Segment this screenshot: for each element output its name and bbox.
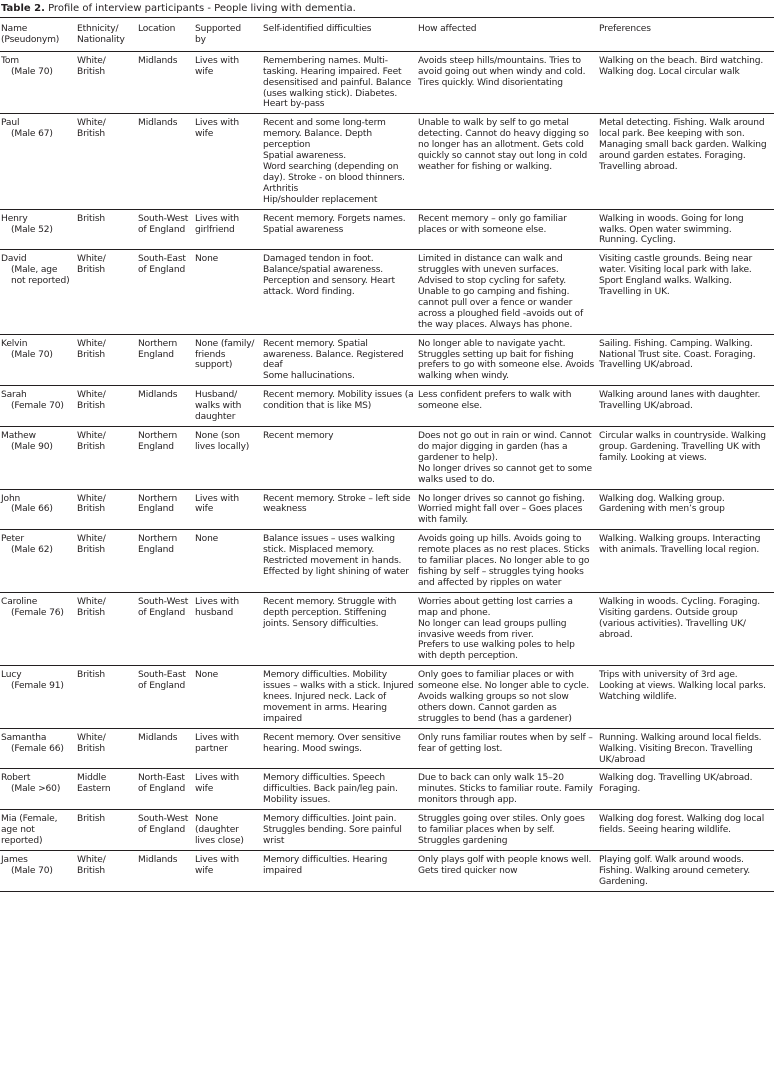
cell-ethnicity: Middle Eastern: [77, 773, 111, 795]
cell-preferences: Walking dog forest. Walking dog local fields. Seeing hearing wildlife.: [599, 814, 765, 836]
difficulty-line: Recent memory. Stroke – left side weakness: [263, 493, 411, 515]
participant-detail: (Male 70): [11, 865, 53, 876]
cell-ethnicity: White/ British: [77, 493, 106, 515]
cell-affected: [416, 769, 597, 810]
affected-line: Only plays golf with people knows well. Gets tired quicker now: [418, 854, 592, 876]
participant-detail: (Male 70): [11, 66, 53, 77]
difficulty-line: Recent memory: [263, 431, 334, 441]
cell-preferences: Trips with university of 3rd age. Looking at views. Walking local parks. Watching wildlife.: [599, 670, 766, 703]
cell-difficulties: [261, 592, 416, 665]
table-header-row: [0, 18, 774, 52]
participant-detail: (Male 70): [11, 349, 53, 360]
header-location: Location: [138, 24, 176, 34]
affected-line: No longer able to navigate yacht. Struggles setting up bait for fishing prefers to go with someone else. Avoids walking when windy.: [418, 338, 595, 382]
table-row: [0, 810, 774, 851]
cell-location: Midlands: [138, 854, 178, 865]
cell-affected: [416, 334, 597, 386]
cell-name: [0, 666, 75, 729]
participant-detail: (Male 62): [11, 545, 53, 556]
cell-preferences: Walking in woods. Going for long walks. Open water swimming. Running. Cycling.: [599, 213, 744, 246]
table-row: [0, 114, 774, 209]
difficulty-line: Hip/shoulder replacement: [263, 194, 378, 205]
cell-preferences: Sailing. Fishing. Camping. Walking. National Trust site. Coast. Foraging. Travelling UK/abroad.: [599, 338, 756, 371]
table-row: [0, 489, 774, 530]
difficulty-line: Spatial awareness.: [263, 151, 346, 162]
cell-supported: Husband/ walks with daughter: [195, 390, 242, 423]
cell-location: Northern England: [138, 338, 178, 360]
cell-location: South-West of England: [138, 213, 189, 235]
difficulty-line: Balance issues – uses walking stick. Misplaced memory. Restricted movement in hands. Effected by light shining of water: [263, 534, 409, 577]
table-row: [0, 666, 774, 729]
header-name: [0, 18, 75, 52]
header-ethnicity-line-1: Ethnicity/: [77, 24, 119, 34]
cell-location: South-East of England: [138, 670, 186, 692]
affected-line: No longer can lead groups pulling invasive weeds from river.: [418, 618, 567, 640]
cell-difficulties: [261, 209, 416, 250]
participants-table: [0, 17, 774, 892]
participant-detail: (Female 76): [11, 607, 64, 618]
cell-affected: [416, 592, 597, 665]
cell-name: [0, 810, 75, 851]
cell-name: [0, 250, 75, 334]
difficulty-line: Recent and some long-term memory. Balance. Depth perception: [263, 118, 386, 151]
cell-name: [0, 334, 75, 386]
affected-line: Less confident prefers to walk with someone else.: [418, 390, 572, 412]
table-row: [0, 427, 774, 490]
cell-location: Northern England: [138, 534, 178, 556]
cell-name: [0, 209, 75, 250]
cell-location: Northern England: [138, 431, 178, 452]
table-row: [0, 51, 774, 114]
affected-line: Only goes to familiar places or with someone else. No longer able to cycle. Avoids walking groups so not slow others down. Cannot garden as struggles to bend (has a gardener): [418, 670, 589, 724]
cell-location: Midlands: [138, 55, 178, 66]
difficulty-line: Recent memory. Struggle with depth perception. Stiffening joints. Sensory difficulties.: [263, 596, 397, 629]
participant-detail: (Male, age not reported): [11, 265, 70, 287]
cell-name: [0, 51, 75, 114]
header-name-line-2: (Pseudonym): [1, 34, 60, 45]
cell-ethnicity: White/ British: [77, 55, 106, 77]
cell-affected: [416, 489, 597, 530]
cell-preferences: Walking in woods. Cycling. Foraging. Visiting gardens. Outside group (various activities). Travelling UK/ abroad.: [599, 596, 760, 640]
cell-difficulties: [261, 427, 416, 490]
affected-line: Due to back can only walk 15–20 minutes. Sticks to familiar route. Family monitors through app.: [418, 773, 593, 806]
cell-name: [0, 592, 75, 665]
participant-name: Kelvin: [1, 338, 28, 349]
table-row: [0, 209, 774, 250]
difficulty-line: Memory difficulties. Joint pain. Struggles bending. Sore painful wrist: [263, 814, 402, 846]
participant-detail: (Female 91): [11, 681, 64, 692]
table-row: [0, 850, 774, 891]
header-name-line-1: Name: [1, 24, 28, 34]
cell-location: Midlands: [138, 118, 178, 129]
participant-detail: (Male 66): [11, 504, 53, 515]
affected-line: Prefers to use walking poles to help with depth perception.: [418, 640, 575, 662]
affected-line: Advised to stop cycling for safety. Unable to go camping and fishing. cannot pull over a fence or wander across a ploughed field -avoids out of the way places. Always has phone.: [418, 276, 584, 330]
table-caption-text: Profile of interview participants - People living with dementia.: [48, 3, 356, 14]
cell-preferences: Running. Walking around local fields. Walking. Visiting Brecon. Travelling UK/abroad: [599, 732, 762, 765]
difficulty-line: Some hallucinations.: [263, 371, 355, 382]
affected-line: Avoids steep hills/mountains. Tries to avoid going out when windy and cold. Tires quickly. Wind disorientating: [418, 55, 586, 88]
cell-preferences: Walking. Walking groups. Interacting with animals. Travelling local region.: [599, 534, 761, 556]
cell-preferences: Playing golf. Walk around woods. Fishing. Walking around cemetery. Gardening.: [599, 854, 751, 887]
header-ethnicity-line-2: Nationality: [77, 34, 125, 45]
cell-supported: Lives with wife: [195, 55, 239, 77]
cell-difficulties: [261, 386, 416, 427]
cell-preferences: Visiting castle grounds. Being near water. Visiting local park with lake. Sport England walks. Walking. Travelling in UK.: [599, 254, 753, 298]
difficulty-line: Recent memory. Mobility issues (a condition that is like MS): [263, 390, 414, 412]
table-row: [0, 250, 774, 334]
cell-ethnicity: White/ British: [77, 854, 106, 876]
cell-ethnicity: British: [77, 814, 106, 825]
header-affected: How affected: [418, 24, 477, 34]
participant-name: Paul: [1, 118, 20, 129]
cell-supported: None (daughter lives close): [195, 814, 244, 846]
cell-location: North-East of England: [138, 773, 186, 795]
cell-affected: [416, 728, 597, 769]
cell-affected: [416, 209, 597, 250]
cell-name: [0, 769, 75, 810]
cell-supported: Lives with partner: [195, 732, 239, 754]
cell-supported: Lives with wife: [195, 118, 239, 140]
participant-name: James: [1, 854, 28, 865]
cell-location: Midlands: [138, 390, 178, 401]
participant-detail: (Male 90): [11, 441, 53, 452]
table-row: [0, 386, 774, 427]
table-row: [0, 530, 774, 593]
difficulty-line: Word searching (depending on day). Stroke - on blood thinners. Arthritis: [263, 161, 405, 194]
difficulty-line: Damaged tendon in foot. Balance/spatial awareness. Perception and sensory. Heart attack. Word finding.: [263, 254, 395, 298]
cell-supported: None: [195, 670, 219, 681]
cell-difficulties: [261, 728, 416, 769]
difficulty-line: Recent memory. Over sensitive hearing. Mood swings.: [263, 732, 401, 754]
table-row: [0, 769, 774, 810]
cell-difficulties: [261, 51, 416, 114]
cell-difficulties: [261, 769, 416, 810]
participant-name: Lucy: [1, 670, 22, 681]
affected-line: No longer drives so cannot go fishing.: [418, 493, 585, 504]
participant-detail: (Male 52): [11, 224, 53, 235]
cell-affected: [416, 850, 597, 891]
participant-detail: (Female 66): [11, 743, 64, 754]
cell-location: South-East of England: [138, 254, 186, 276]
cell-difficulties: [261, 489, 416, 530]
participant-detail: (Male 67): [11, 129, 53, 140]
cell-supported: Lives with girlfriend: [195, 213, 239, 235]
participant-name: Mia: [1, 814, 17, 825]
difficulty-line: Recent memory. Forgets names. Spatial awareness: [263, 213, 406, 235]
difficulty-line: Remembering names. Multi-tasking. Hearing impaired. Feet desensitised and painful. Balance (uses walking stick). Diabetes. Heart by-pass: [263, 55, 412, 110]
participant-name: Tom: [1, 55, 19, 66]
affected-line: Worries about getting lost carries a map and phone.: [418, 596, 573, 618]
participant-name: Henry: [1, 213, 28, 224]
cell-name: [0, 386, 75, 427]
affected-line: Unable to walk by self to go metal detecting. Cannot do heavy digging so no longer has an allotment. Gets cold quickly so cannot stay out long in cold weather for fishing or walking.: [418, 118, 589, 172]
participant-name: David: [1, 254, 27, 265]
cell-preferences: Metal detecting. Fishing. Walk around local park. Bee keeping with son. Managing small back garden. Walking around garden estates. Foraging. Travelling abroad.: [599, 118, 767, 172]
cell-supported: None: [195, 254, 219, 265]
table-caption-label: Table 2.: [1, 3, 45, 14]
participant-detail: (Male >60): [11, 784, 61, 795]
cell-affected: [416, 51, 597, 114]
cell-preferences: Walking dog. Travelling UK/abroad. Foraging.: [599, 773, 753, 795]
cell-name: [0, 728, 75, 769]
cell-ethnicity: White/ British: [77, 596, 106, 618]
participant-name: Robert: [1, 773, 31, 784]
affected-line: No longer drives so cannot get to some walks used to do.: [418, 463, 592, 485]
participant-name: Peter: [1, 534, 24, 545]
participant-detail: (Female, age not reported): [1, 814, 58, 846]
cell-ethnicity: British: [77, 213, 106, 224]
cell-ethnicity: White/ British: [77, 534, 106, 556]
cell-preferences: Walking around lanes with daughter. Travelling UK/abroad.: [599, 390, 761, 412]
difficulty-line: Recent memory. Spatial awareness. Balance. Registered deaf: [263, 338, 404, 371]
cell-affected: [416, 427, 597, 490]
cell-affected: [416, 250, 597, 334]
cell-ethnicity: White/ British: [77, 732, 106, 754]
cell-difficulties: [261, 530, 416, 593]
cell-ethnicity: White/ British: [77, 254, 106, 276]
header-supported-line-1: Supported: [195, 24, 241, 34]
cell-preferences: Walking dog. Walking group. Gardening with men’s group: [599, 493, 725, 515]
cell-difficulties: [261, 810, 416, 851]
cell-location: Northern England: [138, 493, 178, 515]
cell-ethnicity: White/ British: [77, 390, 106, 412]
header-difficulties: Self-identified difficulties: [263, 24, 372, 34]
cell-difficulties: [261, 850, 416, 891]
cell-name: [0, 114, 75, 209]
table-caption: [0, 0, 774, 17]
affected-line: Recent memory – only go familiar places or with someone else.: [418, 213, 567, 235]
cell-affected: [416, 810, 597, 851]
cell-location: South-West of England: [138, 814, 189, 836]
cell-difficulties: [261, 666, 416, 729]
cell-difficulties: [261, 250, 416, 334]
table-row: [0, 592, 774, 665]
cell-ethnicity: British: [77, 670, 106, 681]
table-row: [0, 334, 774, 386]
header-preferences: Preferences: [599, 24, 651, 34]
cell-supported: Lives with wife: [195, 773, 239, 795]
cell-supported: None (son lives locally): [195, 431, 250, 452]
cell-preferences: Circular walks in countryside. Walking group. Gardening. Travelling UK with family. Looking at views.: [599, 431, 766, 463]
cell-name: [0, 850, 75, 891]
cell-difficulties: [261, 334, 416, 386]
difficulty-line: Memory difficulties. Speech difficulties. Back pain/leg pain. Mobility issues.: [263, 773, 398, 806]
cell-affected: [416, 666, 597, 729]
participant-name: John: [1, 493, 21, 504]
participant-name: Caroline: [1, 596, 38, 607]
header-supported-line-2: by: [195, 34, 206, 45]
participant-detail: (Female 70): [11, 401, 64, 412]
cell-name: [0, 489, 75, 530]
participant-name: Samantha: [1, 732, 47, 743]
affected-line: Does not go out in rain or wind. Cannot do major digging in garden (has a gardener to help).: [418, 431, 592, 463]
difficulty-line: Memory difficulties. Mobility issues – walks with a stick. Injured knees. Injured neck. Lack of movement in arms. Hearing impaired: [263, 670, 414, 724]
cell-affected: [416, 530, 597, 593]
table-row: [0, 728, 774, 769]
header-ethnicity: [75, 18, 136, 52]
cell-supported: Lives with wife: [195, 854, 239, 876]
affected-line: Struggles going over stiles. Only goes to familiar places when by self. Struggles gardening: [418, 814, 585, 846]
cell-supported: Lives with wife: [195, 493, 239, 515]
cell-supported: None: [195, 534, 219, 545]
cell-ethnicity: White/ British: [77, 338, 106, 360]
difficulty-line: Memory difficulties. Hearing impaired: [263, 854, 388, 876]
cell-preferences: Walking on the beach. Bird watching. Walking dog. Local circular walk: [599, 55, 764, 77]
cell-name: [0, 427, 75, 490]
cell-difficulties: [261, 114, 416, 209]
participant-name: Sarah: [1, 390, 27, 401]
participant-name: Mathew: [1, 431, 36, 441]
cell-location: Midlands: [138, 732, 178, 743]
affected-line: Only runs familiar routes when by self – fear of getting lost.: [418, 732, 593, 754]
affected-line: Worried might fall over – Goes places with family.: [418, 504, 583, 526]
cell-name: [0, 530, 75, 593]
cell-affected: [416, 386, 597, 427]
affected-line: Avoids going up hills. Avoids going to remote places as no rest places. Sticks to familiar places. No longer able to go fishing by self – struggles tying hooks and affected by ripples on water: [418, 534, 590, 588]
cell-location: South-West of England: [138, 596, 189, 618]
cell-supported: None (family/ friends support): [195, 338, 255, 371]
affected-line: Limited in distance can walk and struggles with uneven surfaces.: [418, 254, 563, 276]
header-supported: [193, 18, 261, 52]
cell-affected: [416, 114, 597, 209]
cell-ethnicity: White/ British: [77, 431, 106, 452]
cell-ethnicity: White/ British: [77, 118, 106, 140]
table-body: [0, 51, 774, 891]
cell-supported: Lives with husband: [195, 596, 239, 618]
